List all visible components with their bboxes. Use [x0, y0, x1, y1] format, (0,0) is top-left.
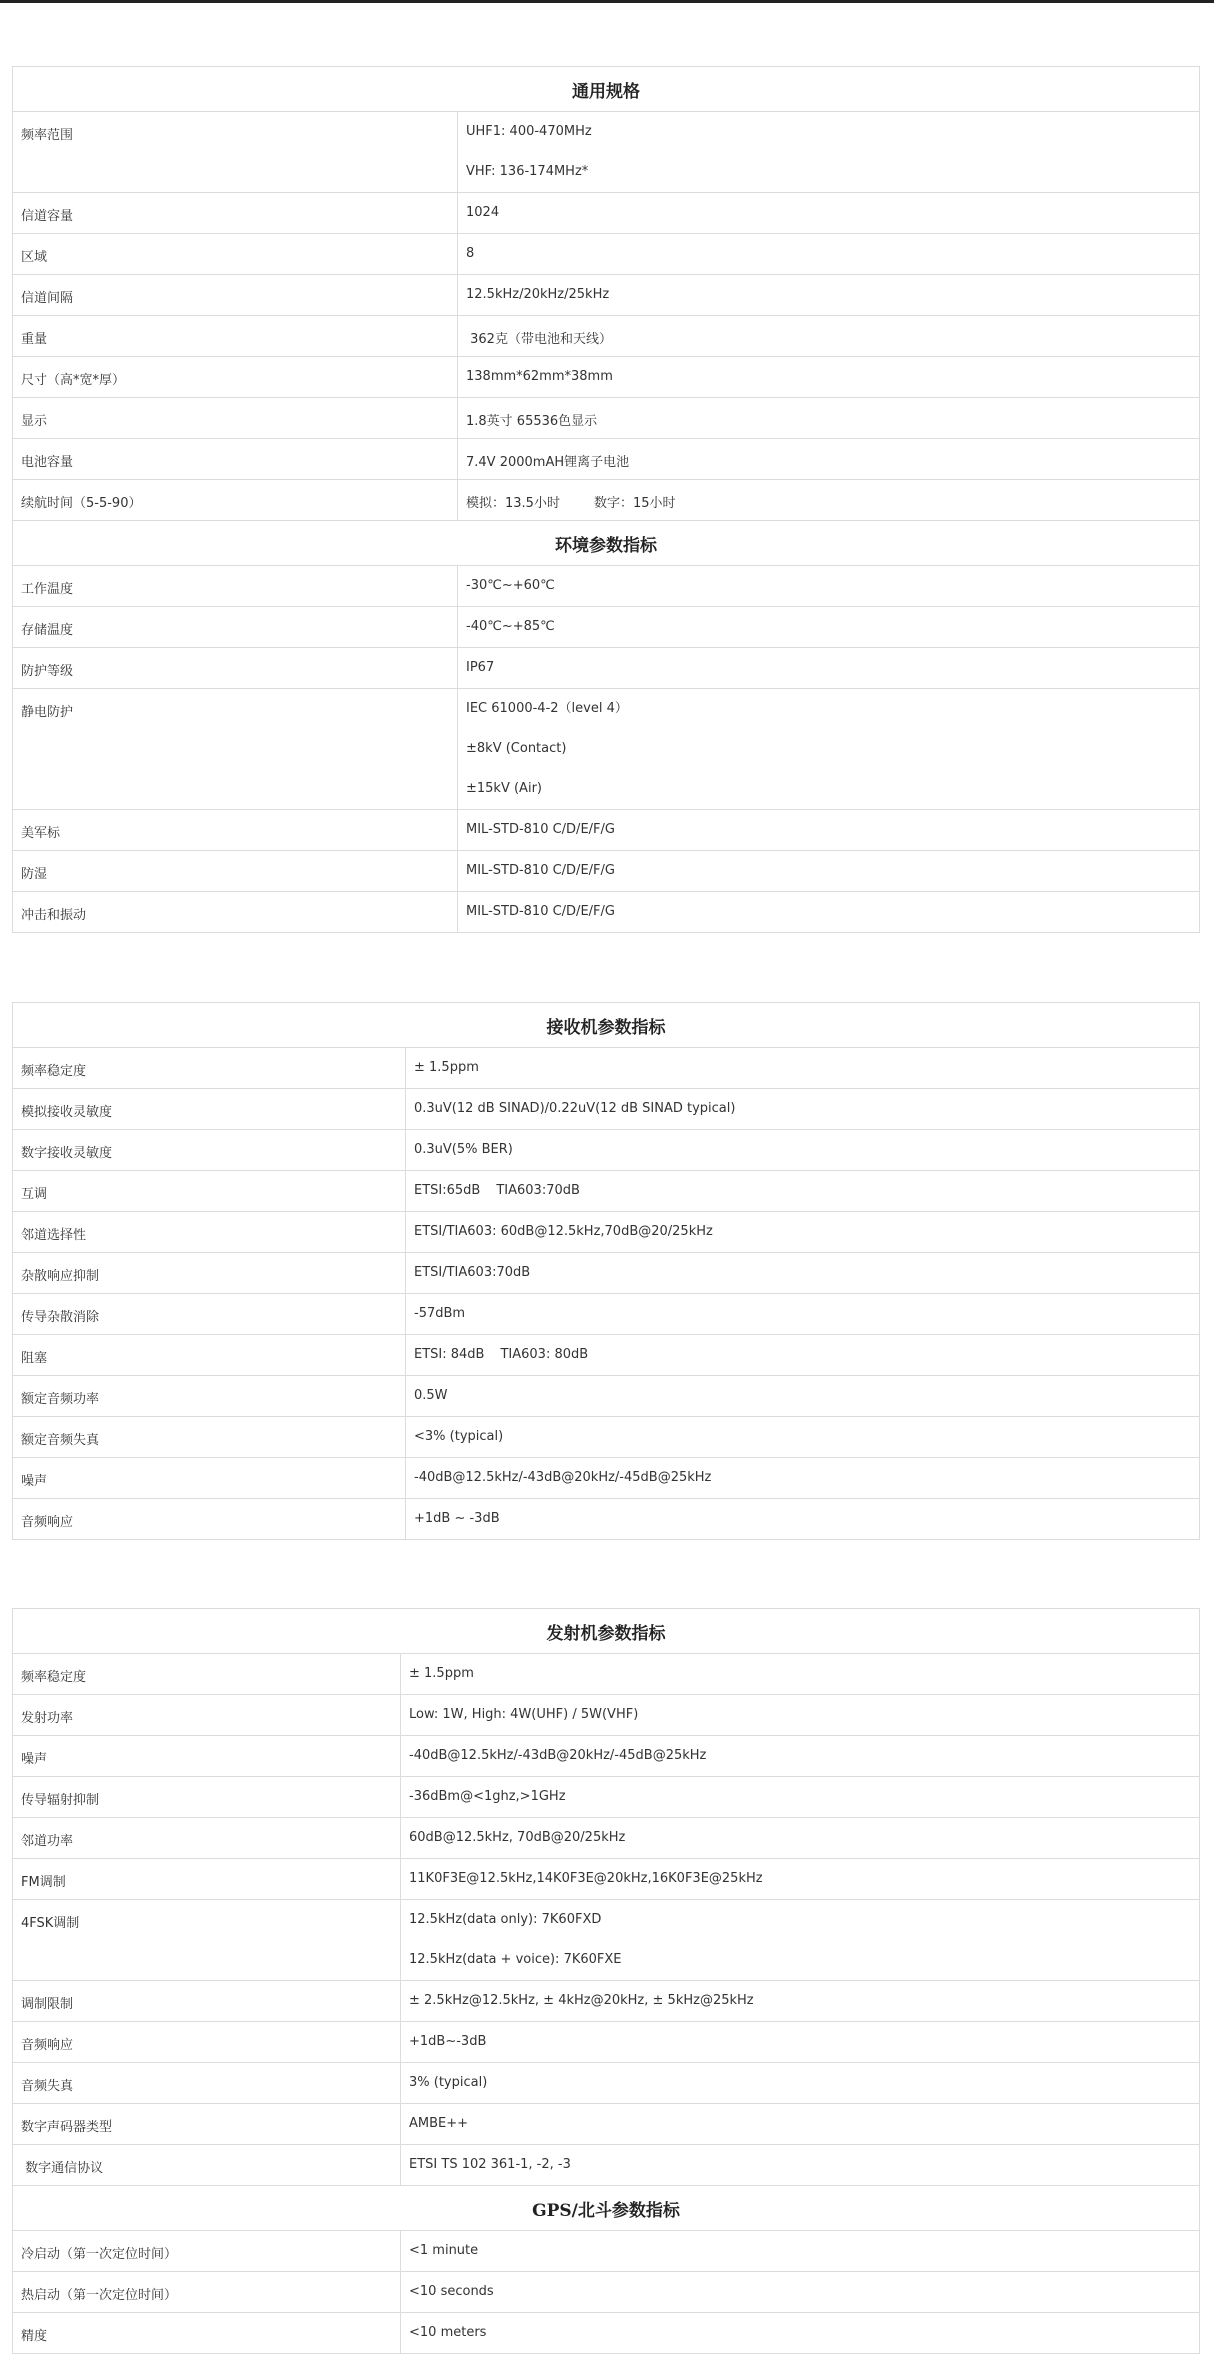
- spec-value: 7.4V 2000mAH锂离子电池: [458, 439, 1200, 480]
- spec-label: 防护等级: [13, 648, 458, 689]
- spec-label: 区域: [13, 234, 458, 275]
- table-row: [13, 1859, 1200, 1900]
- spec-value: [401, 1900, 1200, 1981]
- spec-label: 热启动（第一次定位时间）: [13, 2272, 401, 2313]
- section-header-row: [13, 1003, 1200, 1048]
- value-line: ±15kV (Air): [466, 781, 542, 796]
- value-line: 数字：15小时: [593, 496, 676, 511]
- value-line: ±8kV (Contact): [466, 741, 567, 756]
- spec-value: <10 seconds: [401, 2272, 1200, 2313]
- spec-value: -36dBm@<1ghz,>1GHz: [401, 1777, 1200, 1818]
- table-row: [13, 2063, 1200, 2104]
- table-row: [13, 2145, 1200, 2186]
- spec-value: [406, 1335, 1200, 1376]
- table-row: [13, 1171, 1200, 1212]
- section-title: 环境参数指标: [13, 521, 1200, 566]
- table-row: [13, 2313, 1200, 2354]
- spec-value: -57dBm: [406, 1294, 1200, 1335]
- spec-label: 音频响应: [13, 1499, 406, 1540]
- value-line: 12.5kHz(data only): 7K60FXD: [409, 1912, 602, 1927]
- value-line: ETSI:65dB: [414, 1183, 481, 1198]
- table-row: [13, 851, 1200, 892]
- table-row: [13, 1736, 1200, 1777]
- section-title: 发射机参数指标: [13, 1609, 1200, 1654]
- spec-value: ± 1.5ppm: [406, 1048, 1200, 1089]
- spec-label: 防湿: [13, 851, 458, 892]
- table-row: [13, 316, 1200, 357]
- spec-label: 显示: [13, 398, 458, 439]
- spec-value: -40dB@12.5kHz/-43dB@20kHz/-45dB@25kHz: [406, 1458, 1200, 1499]
- spec-label: 传导杂散消除: [13, 1294, 406, 1335]
- spec-label: 噪声: [13, 1736, 401, 1777]
- spec-label: 发射功率: [13, 1695, 401, 1736]
- table-row: [13, 607, 1200, 648]
- spec-label: 存储温度: [13, 607, 458, 648]
- spec-value: -40dB@12.5kHz/-43dB@20kHz/-45dB@25kHz: [401, 1736, 1200, 1777]
- table-row: [13, 1376, 1200, 1417]
- spec-label: 模拟接收灵敏度: [13, 1089, 406, 1130]
- value-line: UHF1: 400-470MHz: [466, 124, 592, 139]
- spec-label: 工作温度: [13, 566, 458, 607]
- table-row: [13, 1499, 1200, 1540]
- table-row: [13, 1900, 1200, 1981]
- table-row: [13, 480, 1200, 521]
- spec-value: AMBE++: [401, 2104, 1200, 2145]
- table-row: [13, 2272, 1200, 2313]
- spec-label: 信道间隔: [13, 275, 458, 316]
- spec-label: 尺寸（高*宽*厚）: [13, 357, 458, 398]
- spec-label: 精度: [13, 2313, 401, 2354]
- spec-label: 音频响应: [13, 2022, 401, 2063]
- spec-value: ETSI TS 102 361-1, -2, -3: [401, 2145, 1200, 2186]
- table-row: [13, 2022, 1200, 2063]
- table-row: [13, 1458, 1200, 1499]
- value-line: VHF: 136-174MHz*: [466, 164, 589, 179]
- table-row: [13, 1654, 1200, 1695]
- spec-label: 邻道选择性: [13, 1212, 406, 1253]
- spec-label: 频率稳定度: [13, 1654, 401, 1695]
- value-line: 12.5kHz(data + voice): 7K60FXE: [409, 1952, 622, 1967]
- spec-value: [458, 480, 1200, 521]
- table-row: [13, 2104, 1200, 2145]
- spec-value: 12.5kHz/20kHz/25kHz: [458, 275, 1200, 316]
- table-row: [13, 1981, 1200, 2022]
- spec-label: 传导辐射抑制: [13, 1777, 401, 1818]
- table-row: [13, 357, 1200, 398]
- section-title: 接收机参数指标: [13, 1003, 1200, 1048]
- spec-label: 静电防护: [13, 689, 458, 810]
- spec-value: <1 minute: [401, 2231, 1200, 2272]
- table-row: [13, 193, 1200, 234]
- value-line: TIA603: 80dB: [500, 1347, 589, 1362]
- spec-label: 噪声: [13, 1458, 406, 1499]
- table-row: [13, 648, 1200, 689]
- spec-label: 额定音频功率: [13, 1376, 406, 1417]
- spec-value: 1.8英寸 65536色显示: [458, 398, 1200, 439]
- spec-value: +1dB~-3dB: [401, 2022, 1200, 2063]
- spec-value: 60dB@12.5kHz, 70dB@20/25kHz: [401, 1818, 1200, 1859]
- section-title: 通用规格: [13, 67, 1200, 112]
- spec-value: MIL-STD-810 C/D/E/F/G: [458, 810, 1200, 851]
- spec-value: MIL-STD-810 C/D/E/F/G: [458, 851, 1200, 892]
- spec-label: FM调制: [13, 1859, 401, 1900]
- section-header-row: [13, 521, 1200, 566]
- spec-label: 重量: [13, 316, 458, 357]
- table-row: [13, 398, 1200, 439]
- spec-table-receiver: [12, 1002, 1200, 1540]
- table-row: [13, 1253, 1200, 1294]
- table-row: [13, 234, 1200, 275]
- table-row: [13, 689, 1200, 810]
- spec-label: 杂散响应抑制: [13, 1253, 406, 1294]
- spec-value: <3% (typical): [406, 1417, 1200, 1458]
- spec-label: 数字接收灵敏度: [13, 1130, 406, 1171]
- table-row: [13, 1335, 1200, 1376]
- spec-label: 邻道功率: [13, 1818, 401, 1859]
- spec-label: 数字声码器类型: [13, 2104, 401, 2145]
- spec-value: [458, 689, 1200, 810]
- spec-value: -30℃~+60℃: [458, 566, 1200, 607]
- spec-label: 冷启动（第一次定位时间）: [13, 2231, 401, 2272]
- spec-label: 数字通信协议: [13, 2145, 401, 2186]
- spec-table-transmitter: [12, 1608, 1200, 2354]
- spec-value: ETSI/TIA603: 60dB@12.5kHz,70dB@20/25kHz: [406, 1212, 1200, 1253]
- spec-value: [458, 112, 1200, 193]
- table-row: [13, 1089, 1200, 1130]
- spec-label: 美军标: [13, 810, 458, 851]
- spec-value: 1024: [458, 193, 1200, 234]
- value-line: ETSI: 84dB: [414, 1347, 485, 1362]
- spec-value: 0.3uV(12 dB SINAD)/0.22uV(12 dB SINAD typical): [406, 1089, 1200, 1130]
- spec-value: ± 2.5kHz@12.5kHz, ± 4kHz@20kHz, ± 5kHz@25kHz: [401, 1981, 1200, 2022]
- table-row: [13, 1294, 1200, 1335]
- spec-label: 频率稳定度: [13, 1048, 406, 1089]
- spec-label: 互调: [13, 1171, 406, 1212]
- table-row: [13, 1048, 1200, 1089]
- spec-value: Low: 1W, High: 4W(UHF) / 5W(VHF): [401, 1695, 1200, 1736]
- spec-value: -40℃~+85℃: [458, 607, 1200, 648]
- table-row: [13, 892, 1200, 933]
- spec-label: 冲击和振动: [13, 892, 458, 933]
- spec-value: ± 1.5ppm: [401, 1654, 1200, 1695]
- table-row: [13, 112, 1200, 193]
- spec-value: 0.5W: [406, 1376, 1200, 1417]
- table-row: [13, 1777, 1200, 1818]
- spec-label: 电池容量: [13, 439, 458, 480]
- spec-value: 8: [458, 234, 1200, 275]
- value-line: 模拟：13.5小时: [466, 496, 560, 511]
- table-row: [13, 1130, 1200, 1171]
- value-line: IEC 61000-4-2（level 4）: [466, 701, 628, 716]
- spec-label: 频率范围: [13, 112, 458, 193]
- spec-value: 0.3uV(5% BER): [406, 1130, 1200, 1171]
- section-title: GPS/北斗参数指标: [13, 2186, 1200, 2231]
- spec-label: 阻塞: [13, 1335, 406, 1376]
- spec-label: 调制限制: [13, 1981, 401, 2022]
- spec-value: 138mm*62mm*38mm: [458, 357, 1200, 398]
- section-header-row: [13, 1609, 1200, 1654]
- top-divider: [0, 0, 1214, 3]
- table-row: [13, 275, 1200, 316]
- table-row: [13, 1417, 1200, 1458]
- spec-label: 4FSK调制: [13, 1900, 401, 1981]
- spec-value: 362克（带电池和天线）: [458, 316, 1200, 357]
- spec-value: +1dB ~ -3dB: [406, 1499, 1200, 1540]
- value-line: TIA603:70dB: [496, 1183, 580, 1198]
- table-row: [13, 566, 1200, 607]
- spec-value: [406, 1171, 1200, 1212]
- table-row: [13, 439, 1200, 480]
- spec-value: 11K0F3E@12.5kHz,14K0F3E@20kHz,16K0F3E@25kHz: [401, 1859, 1200, 1900]
- spec-label: 续航时间（5-5-90）: [13, 480, 458, 521]
- table-row: [13, 1212, 1200, 1253]
- spec-value: MIL-STD-810 C/D/E/F/G: [458, 892, 1200, 933]
- spec-value: IP67: [458, 648, 1200, 689]
- spec-value: <10 meters: [401, 2313, 1200, 2354]
- table-row: [13, 1818, 1200, 1859]
- section-header-row: [13, 2186, 1200, 2231]
- table-row: [13, 810, 1200, 851]
- section-header-row: [13, 67, 1200, 112]
- table-row: [13, 2231, 1200, 2272]
- spec-value: 3% (typical): [401, 2063, 1200, 2104]
- spec-label: 额定音频失真: [13, 1417, 406, 1458]
- spec-value: ETSI/TIA603:70dB: [406, 1253, 1200, 1294]
- table-row: [13, 1695, 1200, 1736]
- spec-table-general: [12, 66, 1200, 933]
- spec-label: 信道容量: [13, 193, 458, 234]
- spec-label: 音频失真: [13, 2063, 401, 2104]
